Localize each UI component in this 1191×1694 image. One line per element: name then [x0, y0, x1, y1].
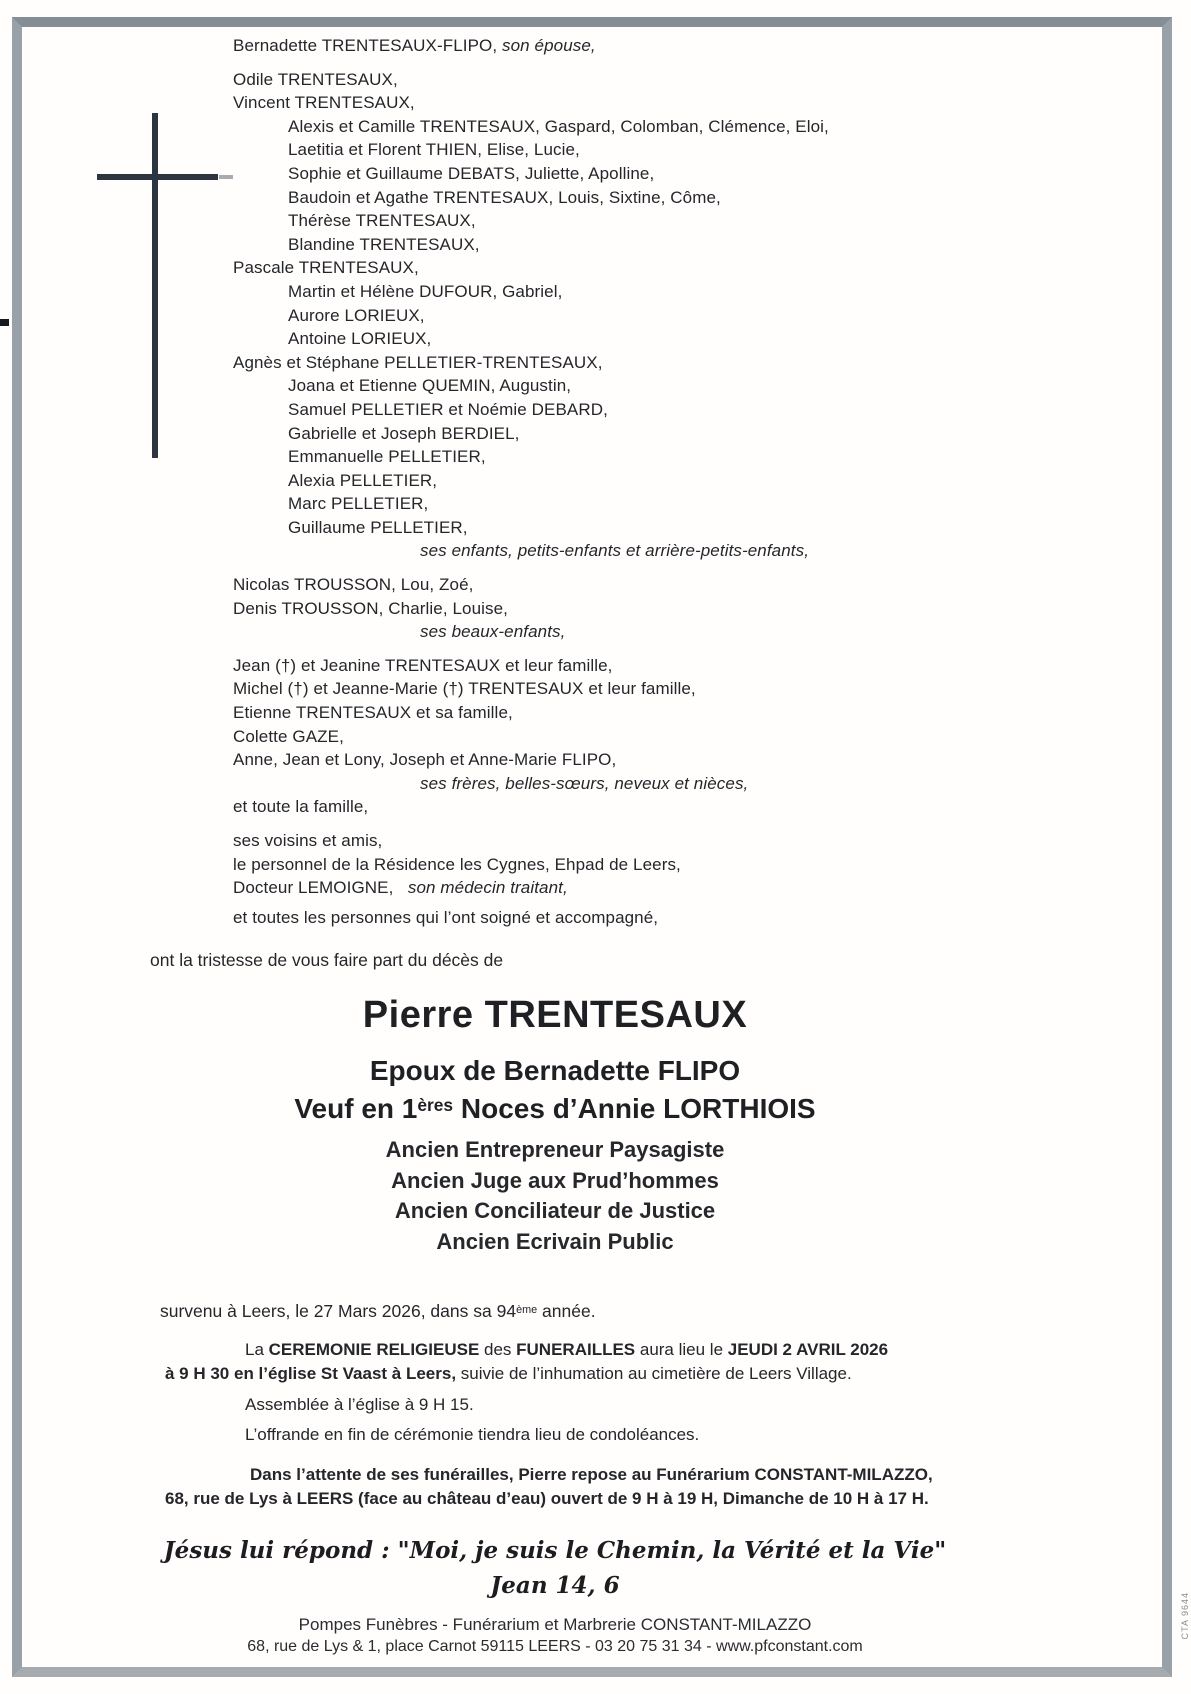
text-segment: Noces d’Annie LORTHIOIS [453, 1093, 816, 1125]
widower-line [30, 1090, 1080, 1131]
text-segment: ses enfants, petits-enfants et arrière-petits-enfants, [420, 541, 810, 561]
text-segment: Docteur LEMOIGNE, [233, 878, 408, 898]
text-segment: ères [417, 1094, 454, 1115]
family-line [288, 492, 1080, 516]
text-segment: Alexis et Camille TRENTESAUX, Gaspard, Colomban, Clémence, Eloi, [288, 116, 829, 136]
repository-address-line: 68, rue de Lys à LEERS (face au château d’eau) ouvert de 9 H à 19 H, Dimanche de 10 H à 17 H. [165, 1489, 929, 1509]
text-segment: Agnès et Stéphane PELLETIER-TRENTESAUX, [233, 352, 603, 372]
family-line [288, 138, 1080, 162]
text-segment: Aurore LORIEUX, [288, 305, 425, 325]
family-group [30, 906, 1080, 930]
family-line [233, 68, 1080, 92]
family-line [288, 422, 1080, 446]
text-segment: son épouse, [502, 36, 596, 55]
family-line [288, 162, 1080, 186]
family-line [233, 351, 1080, 375]
text-segment: Michel (†) et Jeanne-Marie (†) TRENTESAUX et leur famille, [233, 679, 696, 699]
text-segment: Sophie et Guillaume DEBATS, Juliette, Apolline, [288, 163, 655, 183]
repository-line: Dans l’attente de ses funérailles, Pierre repose au Funérarium CONSTANT-MILAZZO, [250, 1465, 933, 1485]
family-line [233, 829, 1080, 853]
family-line [420, 539, 1080, 563]
text-segment: Vincent TRENTESAUX, [233, 93, 415, 113]
family-line [288, 516, 1080, 540]
text-segment: Marc PELLETIER, [288, 494, 429, 514]
family-line [233, 906, 1080, 930]
text-segment: Antoine LORIEUX, [288, 329, 432, 349]
funeral-home-name: Pompes Funèbres - Funérarium et Marbrerie CONSTANT-MILAZZO [298, 1615, 812, 1635]
text-segment: le personnel de la Résidence les Cygnes, Ehpad de Leers, [233, 854, 681, 874]
assembly-line: Assemblée à l’église à 9 H 15. [245, 1395, 474, 1415]
text-segment: ses voisins et amis, [233, 831, 383, 850]
family-line [233, 677, 1080, 701]
ceremony-line [245, 1338, 1080, 1362]
title-line: Ancien Ecrivain Public [436, 1228, 674, 1254]
family-line [420, 772, 1080, 796]
family-group [30, 829, 1080, 900]
family-line [233, 876, 1080, 900]
family-line [233, 795, 1080, 819]
text-segment: Blandine TRENTESAUX, [288, 234, 480, 254]
text-segment: Baudoin et Agathe TRENTESAUX, Louis, Sixtine, Côme, [288, 187, 721, 207]
family-line [288, 209, 1080, 233]
family-line [288, 327, 1080, 351]
text-segment: Veuf en 1 [294, 1093, 418, 1125]
text-segment: Nicolas TROUSSON, Lou, Zoé, [233, 575, 474, 595]
text-segment: JEUDI 2 AVRIL 2026 [727, 1340, 889, 1360]
family-line [288, 445, 1080, 469]
family-line [288, 374, 1080, 398]
family-line [233, 701, 1080, 725]
family-line [420, 620, 1080, 644]
text-segment: Emmanuelle PELLETIER, [288, 447, 486, 467]
text-segment: Joana et Etienne QUEMIN, Augustin, [288, 376, 572, 396]
text-segment: Martin et Hélène DUFOUR, Gabriel, [288, 281, 563, 301]
title-line: Ancien Conciliateur de Justice [394, 1198, 716, 1224]
family-line [288, 280, 1080, 304]
text-segment: Colette GAZE, [233, 726, 344, 746]
family-group [30, 573, 1080, 644]
family-line [233, 853, 1080, 877]
spouse-line: Epoux de Bernadette FLIPO [369, 1055, 741, 1087]
bible-quote: Jésus lui répond : "Moi, je suis le Chemin, la Vérité et la Vie" [163, 1537, 947, 1565]
offering-line: L’offrande en fin de cérémonie tiendra lieu de condoléances. [245, 1425, 700, 1445]
family-line [288, 186, 1080, 210]
family-line [233, 256, 1080, 280]
family-line [288, 398, 1080, 422]
family-list [30, 34, 1080, 929]
text-segment: Pascale TRENTESAUX, [233, 258, 419, 278]
text-segment: des [479, 1340, 517, 1360]
bible-quote-reference: Jean 14, 6 [490, 1572, 620, 1600]
text-segment: son médecin traitant, [407, 878, 568, 898]
text-segment: Bernadette TRENTESAUX-FLIPO, [233, 36, 503, 55]
family-line [288, 304, 1080, 328]
text-segment: Gabrielle et Joseph BERDIEL, [288, 423, 520, 443]
title-line: Ancien Juge aux Prud’hommes [391, 1167, 719, 1193]
family-group [30, 34, 1080, 58]
family-line [233, 748, 1080, 772]
text-segment: aura lieu le [635, 1340, 728, 1360]
announcement-line [150, 948, 1080, 972]
text-segment: La [245, 1340, 269, 1360]
text-segment: ont la tristesse de vous faire part du décès de [150, 950, 504, 971]
text-segment: Jean (†) et Jeanine TRENTESAUX et leur famille, [233, 655, 613, 675]
title-line: Ancien Entrepreneur Paysagiste [385, 1137, 725, 1163]
funeral-home-address: 68, rue de Lys & 1, place Carnot 59115 LEERS - 03 20 75 31 34 - www.pfconstant.com [247, 1638, 863, 1656]
text-segment: Thérèse TRENTESAUX, [288, 211, 476, 231]
text-segment: Guillaume PELLETIER, [288, 517, 468, 537]
text-segment: et toutes les personnes qui l’ont soigné et accompagné, [233, 907, 659, 927]
text-segment: Denis TROUSSON, Charlie, Louise, [233, 598, 508, 618]
family-line [288, 233, 1080, 257]
family-line [288, 469, 1080, 493]
text-segment: Anne, Jean et Lony, Joseph et Anne-Marie FLIPO, [233, 750, 617, 770]
family-line [233, 725, 1080, 749]
print-reference-code: CTA 9644 [1180, 1592, 1190, 1640]
notice-content [30, 34, 1080, 1656]
text-segment: Odile TRENTESAUX, [233, 69, 398, 89]
family-line [233, 597, 1080, 621]
family-line [288, 115, 1080, 139]
family-line [233, 91, 1080, 115]
family-line [233, 34, 1080, 58]
text-segment: FUNERAILLES [516, 1340, 636, 1360]
text-segment: ses frères, belles-sœurs, neveux et nièces, [420, 773, 749, 793]
death-date-line [160, 1299, 1080, 1326]
text-segment: survenu à Leers, le 27 Mars 2026, dans sa 94 [160, 1301, 517, 1322]
text-segment: Laetitia et Florent THIEN, Elise, Lucie, [288, 140, 580, 160]
deceased-name: Pierre TRENTESAUX [362, 994, 748, 1037]
text-segment: Alexia PELLETIER, [288, 470, 438, 490]
text-segment: année. [537, 1301, 596, 1322]
text-segment: suivie de l’inhumation au cimetière de Leers Village. [456, 1364, 852, 1384]
ceremony-line [165, 1362, 1080, 1386]
family-line [233, 573, 1080, 597]
family-line [233, 654, 1080, 678]
text-segment: ème [516, 1303, 538, 1316]
text-segment: Samuel PELLETIER et Noémie DEBARD, [288, 399, 608, 419]
text-segment: CEREMONIE RELIGIEUSE [268, 1340, 480, 1360]
text-segment: Etienne TRENTESAUX et sa famille, [233, 703, 513, 723]
text-segment: à 9 H 30 en l’église St Vaast à Leers, [165, 1364, 457, 1384]
text-segment: et toute la famille, [233, 797, 369, 817]
text-segment: ses beaux-enfants, [420, 622, 566, 642]
family-group [30, 68, 1080, 563]
scan-artifact-dash [0, 319, 9, 326]
family-group [30, 654, 1080, 819]
